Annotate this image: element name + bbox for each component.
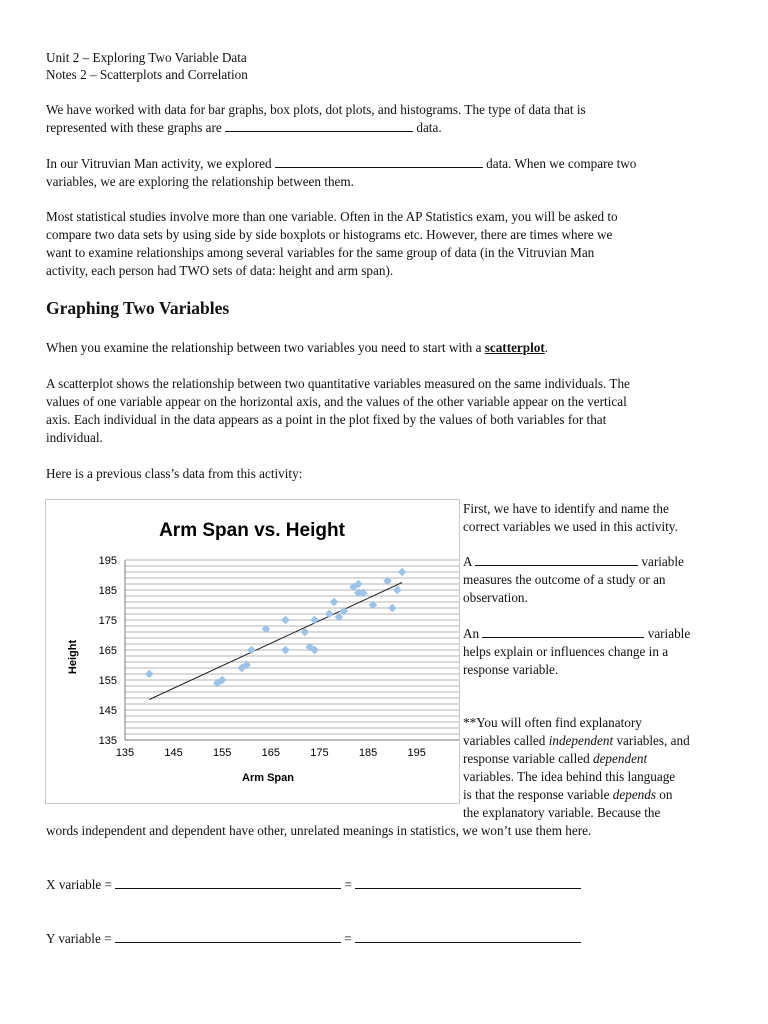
explanatory-article: An (463, 626, 480, 641)
section-heading: Graphing Two Variables (46, 298, 230, 318)
explanatory-def-line3: response variable. (463, 662, 559, 677)
data-point (394, 586, 401, 593)
x-tick-label: 145 (164, 747, 183, 759)
chart-points (146, 568, 406, 686)
explanatory-def-line1 (463, 625, 690, 643)
scatterplot-def-line3: axis. Each individual in the data appears as a point in the plot fixed by the values of both variables for that (46, 412, 607, 427)
intro-p1-line2 (46, 119, 442, 137)
scatter-chart-svg (46, 500, 459, 803)
y-tick-label: 155 (98, 675, 117, 687)
intro-p2-text: In our Vitruvian Man activity, we explored (46, 156, 272, 171)
data-point (301, 628, 308, 635)
x-tick-label: 175 (310, 747, 329, 759)
y-variable-equals: = (344, 931, 352, 946)
x-tick-label: 195 (407, 747, 426, 759)
y-axis-label: Height (67, 639, 79, 675)
intro-p2-end: data. When we compare two (486, 156, 637, 171)
x-tick-label: 155 (213, 747, 232, 759)
x-variable-blank-2[interactable] (355, 876, 581, 889)
x-tick-label: 185 (358, 747, 378, 759)
x-tick-label: 165 (261, 747, 281, 759)
data-point (326, 610, 333, 617)
dependent-term: dependent (592, 751, 648, 766)
scatterplot-intro (46, 339, 548, 357)
intro-p3-line3: want to examine relationships among several variables for the same group of data (in the Vitruvian Man (46, 245, 595, 260)
notes-title: Notes 2 – Scatterplots and Correlation (46, 67, 248, 82)
scatterplot-intro-end: . (544, 340, 549, 355)
response-article: A (463, 554, 472, 569)
response-variable-word: variable (641, 554, 684, 569)
scatterplot-def-line1: A scatterplot shows the relationship between two quantitative variables measured on the same individuals. The (46, 376, 630, 391)
previous-class-line: Here is a previous class’s data from this activity: (46, 466, 303, 481)
scatterplot-def-line4: individual. (46, 430, 103, 445)
chart-trendline (149, 583, 402, 700)
data-type-blank[interactable] (225, 119, 413, 132)
note-line3-a: response variable called (463, 751, 590, 766)
scatterplot-intro-text: When you examine the relationship between two variables you need to start with a (46, 340, 482, 355)
note-line3 (463, 750, 647, 768)
explanatory-variable-blank[interactable] (482, 625, 644, 638)
data-point (389, 604, 396, 611)
chart-title: Arm Span vs. Height (159, 520, 345, 541)
response-def-line3: observation. (463, 590, 528, 605)
y-variable-row (46, 930, 581, 948)
note-line2 (463, 732, 690, 750)
explanatory-variable-word: variable (647, 626, 691, 641)
intro-p2-line2: variables, we are exploring the relationship between them. (46, 174, 354, 189)
y-tick-label: 135 (98, 735, 117, 747)
unit-title: Unit 2 – Exploring Two Variable Data (46, 50, 247, 65)
note-line5-b: on (659, 787, 673, 802)
data-point (282, 616, 289, 623)
chart-gridlines (125, 560, 459, 734)
explanatory-def-line2: helps explain or influences change in a (463, 644, 669, 659)
depends-term: depends (612, 787, 656, 802)
y-tick-label: 185 (98, 585, 117, 597)
x-variable-row (46, 876, 581, 894)
x-axis-label: Arm Span (242, 772, 294, 784)
data-point (146, 670, 153, 677)
data-point (311, 616, 318, 623)
data-point (282, 646, 289, 653)
note-line4: variables. The idea behind this language (463, 769, 676, 784)
x-variable-equals: = (344, 877, 353, 892)
intro-p3-line1: Most statistical studies involve more than one variable. Often in the AP Statistics exam, you will be asked to (46, 209, 618, 224)
note-line2-b: variables, and (616, 733, 690, 748)
response-def-line1 (463, 553, 684, 571)
independent-term: independent (548, 733, 614, 748)
y-tick-label: 195 (98, 555, 117, 567)
intro-p1-line1: We have worked with data for bar graphs, box plots, dot plots, and histograms. The type of data that is (46, 102, 586, 117)
intro-p2-line1 (46, 155, 636, 173)
explored-data-blank[interactable] (275, 155, 483, 168)
note-line5 (463, 786, 672, 804)
y-variable-blank-2[interactable] (355, 930, 581, 943)
x-variable-label: X variable = (46, 877, 113, 892)
scatterplot-term: scatterplot (484, 340, 545, 355)
intro-p1-text: represented with these graphs are (46, 120, 222, 135)
note-wrap-line: words independent and dependent have other, unrelated meanings in statistics, we won’t use them here. (46, 823, 592, 838)
response-def-line2: measures the outcome of a study or an (463, 572, 666, 587)
data-point (399, 568, 406, 575)
note-line2-a: variables called (463, 733, 546, 748)
note-line5-a: is that the response variable (463, 787, 610, 802)
side-line2: correct variables we used in this activity. (463, 519, 678, 534)
data-point (330, 598, 337, 605)
scatter-chart (45, 499, 460, 804)
y-tick-label: 175 (98, 615, 117, 627)
x-variable-blank-1[interactable] (115, 876, 341, 889)
note-line6: the explanatory variable. Because the (463, 805, 661, 820)
y-tick-label: 145 (98, 705, 117, 717)
note-line1: **You will often find explanatory (463, 715, 642, 730)
data-point (248, 646, 255, 653)
y-tick-label: 165 (98, 645, 117, 657)
x-tick-label: 135 (115, 747, 135, 759)
response-variable-blank[interactable] (475, 553, 638, 566)
intro-p1-end: data. (416, 120, 442, 135)
intro-p3-line2: compare two data sets by using side by side boxplots or histograms etc. However, there are times where we (46, 227, 613, 242)
y-variable-blank-1[interactable] (115, 930, 341, 943)
trendline (149, 583, 402, 700)
y-variable-label: Y variable = (46, 931, 112, 946)
scatterplot-def-line2: values of one variable appear on the horizontal axis, and the values of the other variable appear on the vertical (46, 394, 627, 409)
side-line1: First, we have to identify and name the (463, 501, 669, 516)
intro-p3-line4: activity, each person had TWO sets of data: height and arm span). (46, 263, 394, 278)
